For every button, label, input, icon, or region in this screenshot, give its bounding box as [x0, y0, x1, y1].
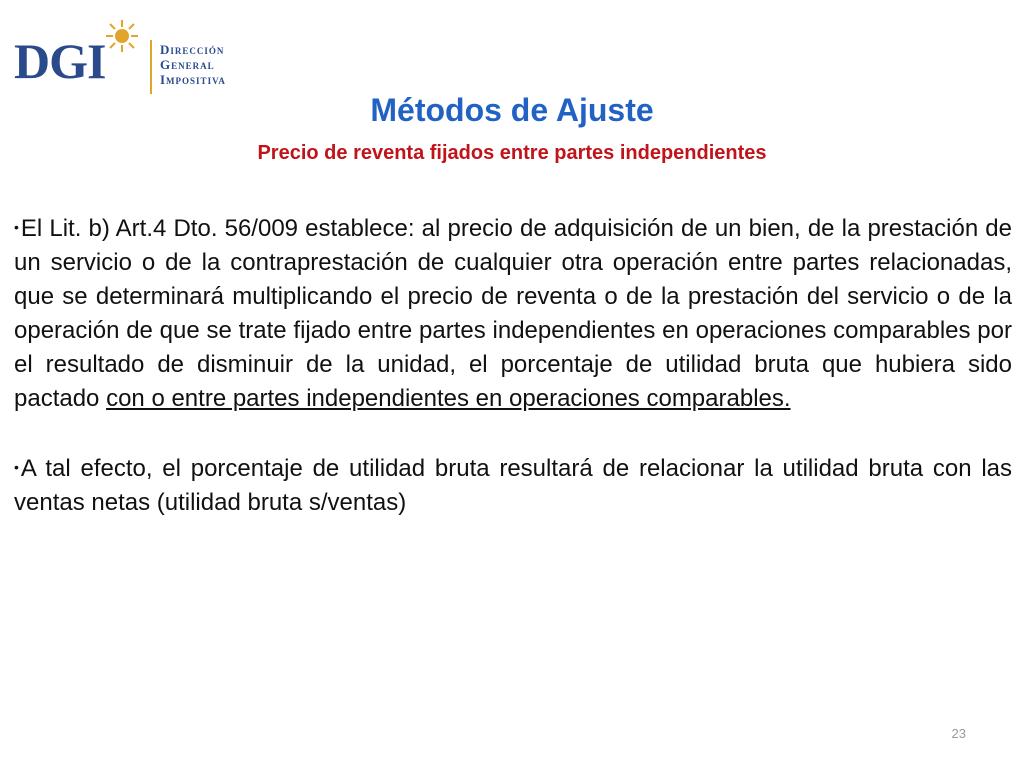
- slide-body: [14, 210, 1012, 554]
- sun-icon: [104, 18, 140, 54]
- logo-word: Impositiva: [160, 72, 226, 87]
- logo-word: Dirección: [160, 42, 225, 57]
- slide-title: Métodos de Ajuste: [370, 92, 654, 128]
- paragraph-1-text: El Lit. b) Art.4 Dto. 56/009 establece: al precio de adquisición de un bien, de la prestación de un servicio o de la contraprestación de cualquier otra operación entre partes relacionadas, que se determinará multiplicando el precio de reventa o de la prestación del servicio o de la operación de que se trate fijado entre partes independientes en operaciones comparables por el resultado de disminuir de la unidad, el porcentaje de utilidad bruta que hubiera sido pactado: [14, 215, 1012, 412]
- paragraph-1: [14, 210, 1012, 416]
- logo-mark: DGI: [14, 33, 106, 89]
- paragraph-2: [14, 450, 1012, 520]
- logo-words: [160, 42, 226, 87]
- page-number: 23: [951, 726, 966, 741]
- paragraph-1-underlined-text: con o entre partes independientes en operaciones comparables.: [106, 385, 791, 412]
- slide-subtitle: Precio de reventa fijados entre partes independientes: [257, 142, 767, 164]
- bullet-icon: •: [14, 219, 19, 235]
- bullet-icon: •: [14, 459, 19, 475]
- logo-divider: [150, 40, 152, 94]
- logo-word: General: [160, 57, 215, 72]
- dgi-logo: [14, 18, 244, 89]
- paragraph-2-text: A tal efecto, el porcentaje de utilidad bruta resultará de relacionar la utilidad bruta con las ventas netas (utilidad bruta s/ventas): [14, 455, 1012, 516]
